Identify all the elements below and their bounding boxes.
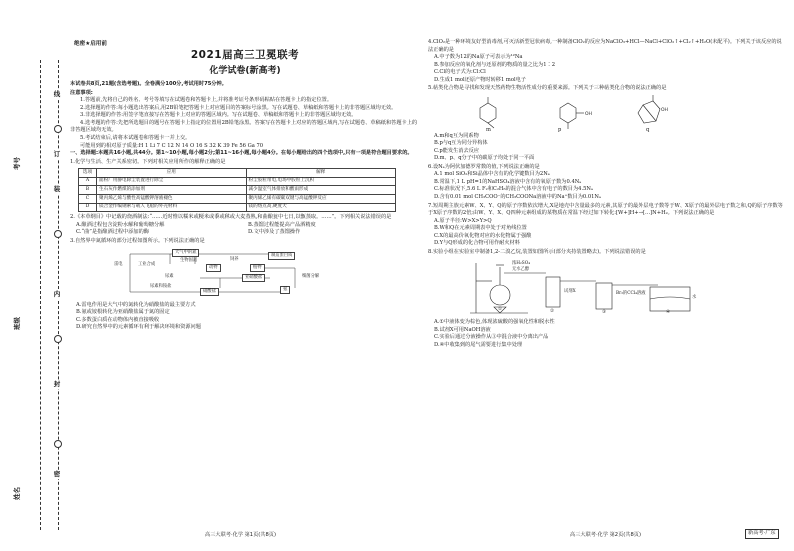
apparatus-label: 水 bbox=[692, 295, 697, 301]
option: B.蒸馏过程能提高产品酒精度 bbox=[248, 221, 316, 228]
page-footer-left: 高三大联考·化学 第1页(共8页) bbox=[205, 532, 277, 538]
seal-char: 内 bbox=[53, 290, 61, 298]
diagram-label: 细菌分解 bbox=[302, 273, 320, 279]
seal-char: 线 bbox=[53, 90, 61, 98]
diagram-node: 动物 bbox=[206, 264, 221, 272]
page-one bbox=[70, 38, 420, 332]
binding-hole bbox=[54, 125, 62, 133]
atomic-masses: 可能用到的相对原子质量:H 1 Li 7 C 12 N 14 O 16 S 32 K 39 Fe 56 Ga 70 bbox=[80, 142, 264, 149]
table-row bbox=[79, 203, 396, 212]
table-cell: 生石灰作燃煤的添加剂 bbox=[97, 186, 247, 195]
table-cell: 聚丙烯乙烯有碳碳双键与高锰酸钾反应 bbox=[246, 195, 396, 204]
seal-char: 密 bbox=[53, 470, 61, 478]
option: B.p与q互为同分异构体 bbox=[434, 140, 488, 147]
page-two bbox=[428, 38, 786, 349]
table-row bbox=[79, 195, 396, 204]
option: A.①中液体变为棕色,体现浓硫酸的强氧化性和脱水性 bbox=[434, 319, 555, 326]
diagram-node: 制造蛋白质 bbox=[268, 252, 295, 260]
option: A.酿酒过程包含淀粉水解和葡萄糖分解 bbox=[76, 221, 165, 228]
molecule-drawings bbox=[458, 95, 688, 133]
apparatus-label: ③ bbox=[602, 310, 606, 316]
seal-char: 订 bbox=[53, 150, 61, 158]
question-2-options bbox=[70, 222, 420, 237]
table-header: 选项 bbox=[79, 169, 97, 178]
option: A.1 mol SiO₂和Si晶体中含有的化学键数目为2Nₐ bbox=[434, 171, 550, 178]
molecule-structures bbox=[458, 95, 688, 133]
question-3-stem: 3.自然界中氮循环的部分过程如图所示。下列说法正确的是 bbox=[70, 237, 205, 244]
binding-hole bbox=[54, 440, 62, 448]
diagram-node: 植物 bbox=[250, 264, 265, 272]
question-2-stem: 2.《本草纲目》中记载的烧酒制法:“……近时惟以糯米或粳米或黍或秫或大麦蒸熟,和曲酿瓮中七日,以甑蒸取。……”。下列相关说法错误的是 bbox=[70, 214, 392, 221]
question-6-stem: 6.设Nₐ为阿伏加德罗常数的值,下列说法正确的是 bbox=[428, 163, 540, 170]
question-7-stem: 7.短周期主族元素W、X、Y、Q的原子序数依次增大,X是地壳中含量最多的元素,其原子的最外层电子数等于W、X原子的最外层电子数之和,Q的原子序数等于X原子序数的2倍;由W、Y、X、Q四种元素组成的某物质在常温下经过如下转化:[W+]H+→[…]N+H₂。下列说法正确的是 bbox=[428, 202, 783, 217]
binding-line-outer bbox=[40, 60, 41, 530]
option: A.中子数为12的Na原子可表示为¹²Na bbox=[434, 54, 523, 61]
option: D.生成1 mol还原产物时转移1 mol电子 bbox=[434, 76, 526, 83]
option: C.“曲”是指酿酒过程中添加的酶 bbox=[76, 229, 149, 236]
note-item: 5.考试结束后,请将本试题卷和答题卡一并上交。 bbox=[80, 134, 191, 141]
svg-text:OH: OH bbox=[585, 111, 592, 117]
option: C.多数蛋白质在动物体内被直接吸收 bbox=[76, 316, 160, 323]
diagram-label: 饲养 bbox=[230, 256, 239, 262]
diagram-node: 大气中的氮 bbox=[172, 249, 199, 257]
molecule-label-p: p bbox=[558, 126, 562, 133]
apparatus-label: ② bbox=[550, 309, 554, 315]
diagram-node: 亚硝酸盐 bbox=[242, 274, 265, 282]
diagram-label: 工业合成 bbox=[138, 261, 156, 267]
option: C.实验后通过分液操作从③中混合液中分离出产品 bbox=[434, 334, 549, 341]
exam-info: 本试卷共8页,21题(含选考题)。全卷满分100分,考试用时75分钟。 bbox=[70, 81, 227, 88]
table-row bbox=[79, 186, 396, 195]
question-4-stem: 4.ClO₂是一种环境友好型消毒剂,可灭活新型冠状病毒,一种制备ClO₂的反应为NaClO₃+HCl—NaCl+ClO₂↑+Cl₂↑+H₂O(未配平)。下列关于该反应的说法正确的是 bbox=[428, 39, 782, 53]
question-1-stem: 1.化学与生活、生产关系密切。下列对相关应用所作的解释正确的是 bbox=[70, 158, 226, 165]
diagram-label: 尿素 bbox=[165, 273, 174, 279]
option: A.原子半径:W>X>Y>Q bbox=[434, 217, 492, 224]
question-5-stem: 5.萜类化合物是寻找和发现天然药物生物活性成分的重要来源。下列关于三种萜类化合物的说法正确的是 bbox=[428, 85, 667, 92]
diagram-node: 硝酸盐 bbox=[200, 288, 219, 296]
exam-title: 2021届高三卫冕联考 bbox=[190, 49, 300, 61]
option: B.试剂X可用NaOH溶液 bbox=[434, 326, 491, 333]
binding-hole bbox=[54, 335, 62, 343]
edition-tag: 新高考·广东 bbox=[745, 529, 779, 539]
option: C.X的最高价氧化物对应的水化物属于强酸 bbox=[434, 232, 532, 239]
option: D.Y与Q形成的化合物可用作耐火材料 bbox=[434, 240, 520, 247]
class-label: 班级 bbox=[13, 317, 21, 330]
table-cell: D bbox=[79, 203, 97, 212]
note-item: 3.非选择题的作答:用签字笔直接写在答题卡上对应的答题区域内。写在试题卷、草稿纸和答题卡上的非答题区域均无效。 bbox=[80, 112, 357, 119]
table-cell: 镁的熔点高,硬度大 bbox=[246, 203, 396, 212]
table-cell: 粉尘胶粒带电,电场中胶粒上沉积 bbox=[246, 177, 396, 186]
question-8-stem: 8.实验小组在实验室中制备1,2-二溴乙烷,装置如图所示(部分夹持装置略去)。下列说法错误的是 bbox=[428, 248, 646, 255]
name-label: 姓名 bbox=[13, 487, 21, 500]
seal-char: 封 bbox=[53, 380, 61, 388]
svg-text:OH: OH bbox=[661, 107, 668, 113]
table-cell: 面粉厂用静电除尘装置进行除尘 bbox=[97, 177, 247, 186]
table-cell: 聚丙烯乙烯与酸性高锰酸钾溶液褪色 bbox=[97, 195, 247, 204]
option: D.④中收集到的尾气需要进行集中处理 bbox=[434, 341, 523, 348]
option: C.Cl的电子式为:Cl:Cl bbox=[434, 69, 486, 76]
option: A.雷电作用是大气中的氮转化为硝酸盐的最主要方式 bbox=[76, 301, 196, 308]
molecule-label-q: q bbox=[646, 126, 650, 133]
apparatus-label: 浓H₂SO₄ bbox=[512, 261, 530, 267]
table-cell: B bbox=[79, 186, 97, 195]
option: D.m、p、q分子中的碳原子均处于同一平面 bbox=[434, 155, 535, 162]
seal-char: 装 bbox=[53, 185, 61, 193]
option: B.氨或铵根转化为亚硝酸盐属于氮的固定 bbox=[76, 309, 170, 316]
exam-subtitle: 化学试卷(新高考) bbox=[209, 66, 281, 77]
option: A.m和q互为同系物 bbox=[434, 132, 479, 139]
option: D.研究自然界中的元素循环有利于解决环境和资源问题 bbox=[76, 324, 201, 331]
table-row bbox=[79, 177, 396, 186]
apparatus-label: Br₂的CCl₄溶液 bbox=[616, 291, 646, 297]
diagram-label: 尿素和铵盐 bbox=[150, 283, 172, 289]
confidential-label: 绝密★启用前 bbox=[74, 41, 107, 47]
option: D.文中涉及了蒸馏操作 bbox=[248, 229, 301, 236]
option: B.常温下,1 L pH=1的NaHSO₄溶液中含有的氧原子数为0.4Nₐ bbox=[434, 178, 582, 185]
table-cell: 减少温室气体排放和酸雨形成 bbox=[246, 186, 396, 195]
apparatus-label: ④ bbox=[666, 310, 670, 316]
table-cell: A bbox=[79, 177, 97, 186]
binding-strip bbox=[0, 0, 64, 551]
apparatus-label: ① bbox=[498, 307, 502, 313]
page-footer-right: 高三大联考·化学 第2页(共8页) bbox=[570, 532, 642, 538]
table-cell: C bbox=[79, 195, 97, 204]
note-item: 2.选择题的作答:每小题选出答案后,用2B铅笔把答题卡上对应题目的答案标号涂黑。写在试题卷、草稿纸和答题卡上的非答题区域均无效。 bbox=[80, 104, 397, 111]
option: C.标准状况下,5.6 L F₂和C₂H₆的混合气体中含有电子的数目为4.5Nₐ bbox=[434, 186, 593, 193]
table-cell: 镁合金作编钢索与载人飞船的外壳材料 bbox=[97, 203, 247, 212]
notes-heading: 注意事项: bbox=[70, 89, 93, 96]
cycle-arrows bbox=[110, 248, 330, 300]
note-item: 4.选考题的作答:先把所选题目的题号在答题卡上指定的位置用2B铅笔涂黑。答案写在答题卡上对应的答题区域内,写在试题卷、草稿纸和答题卡上的非答题区域均无效。 bbox=[70, 119, 418, 134]
binding-hole bbox=[54, 230, 62, 238]
diagram-label: 雷电 bbox=[114, 261, 123, 267]
apparatus-label: 试剂X bbox=[564, 289, 576, 295]
section-heading: 一、选择题:本题共16小题,共44分。第1~10小题,每小题2分;第11~16小题,每小题4分。在每小题给出的四个选项中,只有一项是符合题目要求的。 bbox=[70, 150, 413, 157]
option: D.含有0.01 mol CH₃COO⁻的CH₃COONa溶液中的Na⁺数目为0.01Nₐ bbox=[434, 193, 601, 200]
apparatus-drawing bbox=[468, 259, 708, 317]
table-header: 解释 bbox=[246, 169, 396, 178]
option: B.W和Q在元素周期表中处于对角线位置 bbox=[434, 225, 527, 232]
note-item: 1.答题前,先将自己的姓名、考号等填写在试题卷和答题卡上,并将准考证号条形码粘贴在答题卡上的指定位置。 bbox=[80, 97, 333, 104]
question-1-table bbox=[78, 168, 396, 212]
diagram-node: 氨 bbox=[280, 286, 290, 294]
nitrogen-cycle-diagram bbox=[110, 248, 330, 300]
exam-number-label: 考号 bbox=[13, 157, 21, 170]
option: C.p能发生消去反应 bbox=[434, 147, 480, 154]
diagram-label: 生物固氮 bbox=[180, 257, 198, 263]
table-header: 应用 bbox=[97, 169, 247, 178]
option: B.参加反应的氧化剂与还原剂的物质的量之比为1∶2 bbox=[434, 61, 555, 68]
molecule-label-m: m bbox=[486, 126, 491, 133]
apparatus-label: 无水乙醇 bbox=[512, 267, 530, 273]
lab-apparatus-diagram bbox=[468, 259, 708, 317]
